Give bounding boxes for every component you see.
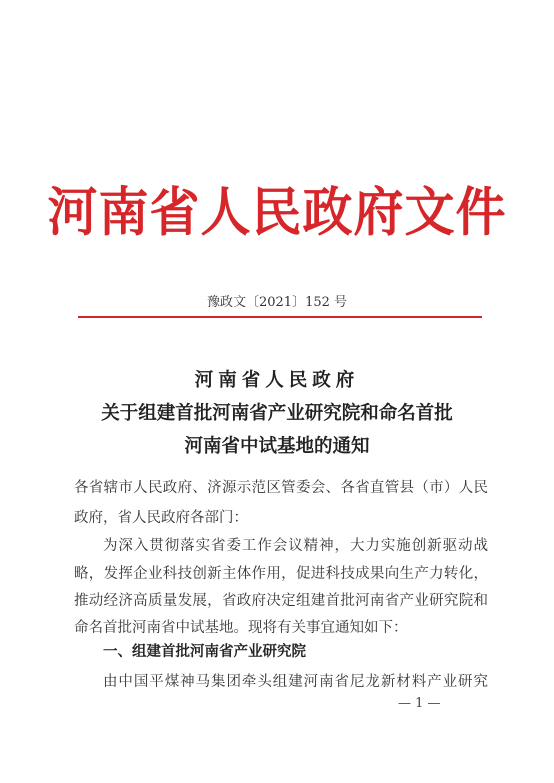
section-1-line-1: 由中国平煤神马集团牵头组建河南省尼龙新材料产业研究 <box>103 674 488 690</box>
title-subject-line-1: 关于组建首批河南省产业研究院和命名首批 <box>101 403 453 424</box>
addressee-line-2: 政府，省人民政府各部门： <box>74 510 248 526</box>
document-masthead: 河南省人民政府文件 <box>47 181 507 243</box>
red-divider-line <box>78 316 482 318</box>
paragraph-1-line-4: 命名首批河南省中试基地。现将有关事宜通知如下： <box>74 620 408 636</box>
paragraph-1-line-2: 略，发挥企业科技创新主体作用，促进科技成果向生产力转化， <box>74 566 488 582</box>
paragraph-1-line-1: 为深入贯彻落实省委工作会议精神，大力实施创新驱动战 <box>103 538 488 554</box>
title-issuer: 河南省人民政府 <box>194 370 360 391</box>
section-1-heading: 一、组建首批河南省产业研究院 <box>103 644 306 660</box>
document-number: 豫政文〔2021〕152 号 <box>206 295 348 310</box>
paragraph-1-line-3: 推动经济高质量发展，省政府决定组建首批河南省产业研究院和 <box>74 593 488 609</box>
title-subject-line-2: 河南省中试基地的通知 <box>184 436 370 457</box>
page-number: — 1 — <box>398 696 441 711</box>
addressee-line-1: 各省辖市人民政府、济源示范区管委会、各省直管县（市）人民 <box>74 480 488 496</box>
